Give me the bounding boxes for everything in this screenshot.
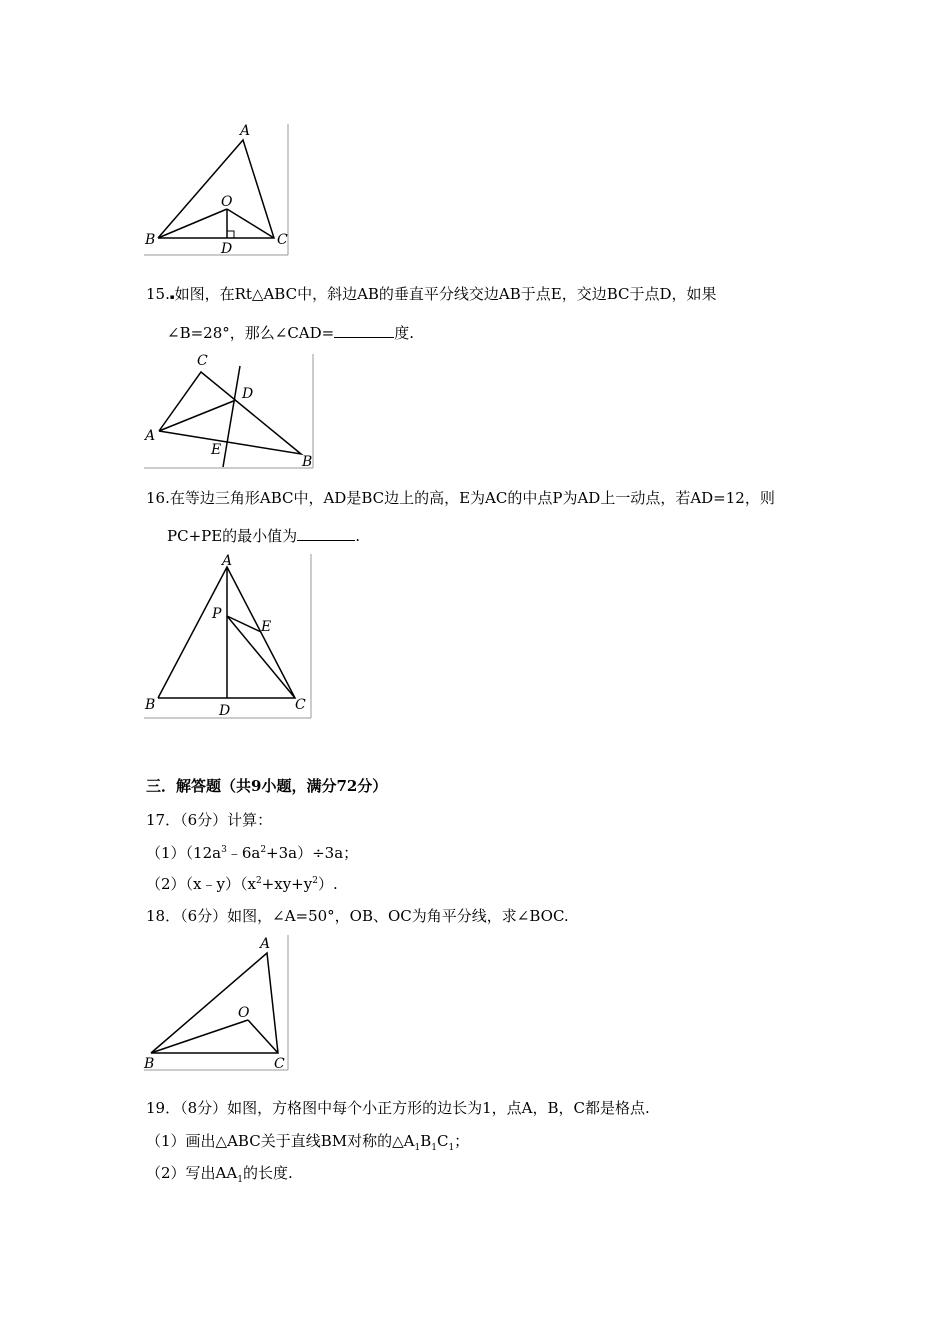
label-a: A <box>145 428 156 444</box>
label-o: O <box>238 1005 250 1021</box>
q16-answer-blank <box>297 526 355 541</box>
label-a: A <box>240 123 251 139</box>
label-p: P <box>212 606 222 622</box>
label-c: C <box>277 232 288 248</box>
q16-line2 <box>167 526 360 546</box>
q15-number: 15. <box>146 285 170 303</box>
q16-text-line2-before: PC+PE的最小值为 <box>167 527 298 545</box>
q15-line2 <box>167 323 414 343</box>
label-o: O <box>221 194 233 210</box>
figure-q15 <box>142 352 317 470</box>
figure-q18 <box>142 933 292 1073</box>
q16-line1 <box>146 488 775 508</box>
q16-text-line2-after: . <box>355 527 360 545</box>
label-b: B <box>145 697 156 713</box>
label-c: C <box>197 353 208 369</box>
q15-answer-blank <box>334 323 394 338</box>
q15-text-line1: 如图，在Rt△ABC中，斜边AB的垂直平分线交边AB于点E，交边BC于点D，如果 <box>174 285 717 303</box>
q16-text-line1: 在等边三角形ABC中，AD是BC边上的高，E为AC的中点P为AD上一动点，若AD=12，则 <box>169 489 775 507</box>
label-c: C <box>274 1056 285 1072</box>
q15-line1: 15.▪如图，在Rt△ABC中，斜边AB的垂直平分线交边AB于点E，交边BC于点D，如果 <box>146 285 717 303</box>
label-b: B <box>302 454 313 470</box>
q17-part1: $(1)(12a^3﹣6a^2+3a)\div 3a$； <box>146 844 359 862</box>
q17-header: 17．（6分）计算： <box>146 811 273 829</box>
label-b: B <box>145 232 156 248</box>
label-d: D <box>219 703 231 719</box>
label-c: C <box>295 697 306 713</box>
q15-text-line2-before: ∠B=28°，那么∠CAD= <box>167 324 335 342</box>
figure-q14 <box>142 122 292 257</box>
q18-header: 18．（6分）如图，∠A=50°，OB、OC为角平分线，求∠BOC. <box>146 907 569 925</box>
label-d: D <box>221 241 233 257</box>
label-a: A <box>222 553 233 569</box>
label-a: A <box>260 936 271 952</box>
section-3-title: 三．解答题（共9小题，满分72分） <box>146 777 388 795</box>
label-e: E <box>211 442 222 458</box>
figure-q16 <box>142 552 314 720</box>
label-b: B <box>144 1056 155 1072</box>
q17-part2: $(2)(x﹣y)(x^2+xy+y^2)$. <box>146 875 338 893</box>
q16-number: 16. <box>146 489 170 507</box>
q19-part1: （1）画出△ABC关于直线BM对称的$\triangle A_1B_1C_1$； <box>146 1132 470 1153</box>
q19-part2: （2）写出$AA_1$的长度. <box>146 1164 293 1185</box>
label-e: E <box>261 619 272 635</box>
q15-text-line2-after: 度. <box>394 324 415 342</box>
q19-header: 19．（8分）如图，方格图中每个小正方形的边长为1，点A，B，C都是格点. <box>146 1099 650 1117</box>
label-d: D <box>242 386 254 402</box>
